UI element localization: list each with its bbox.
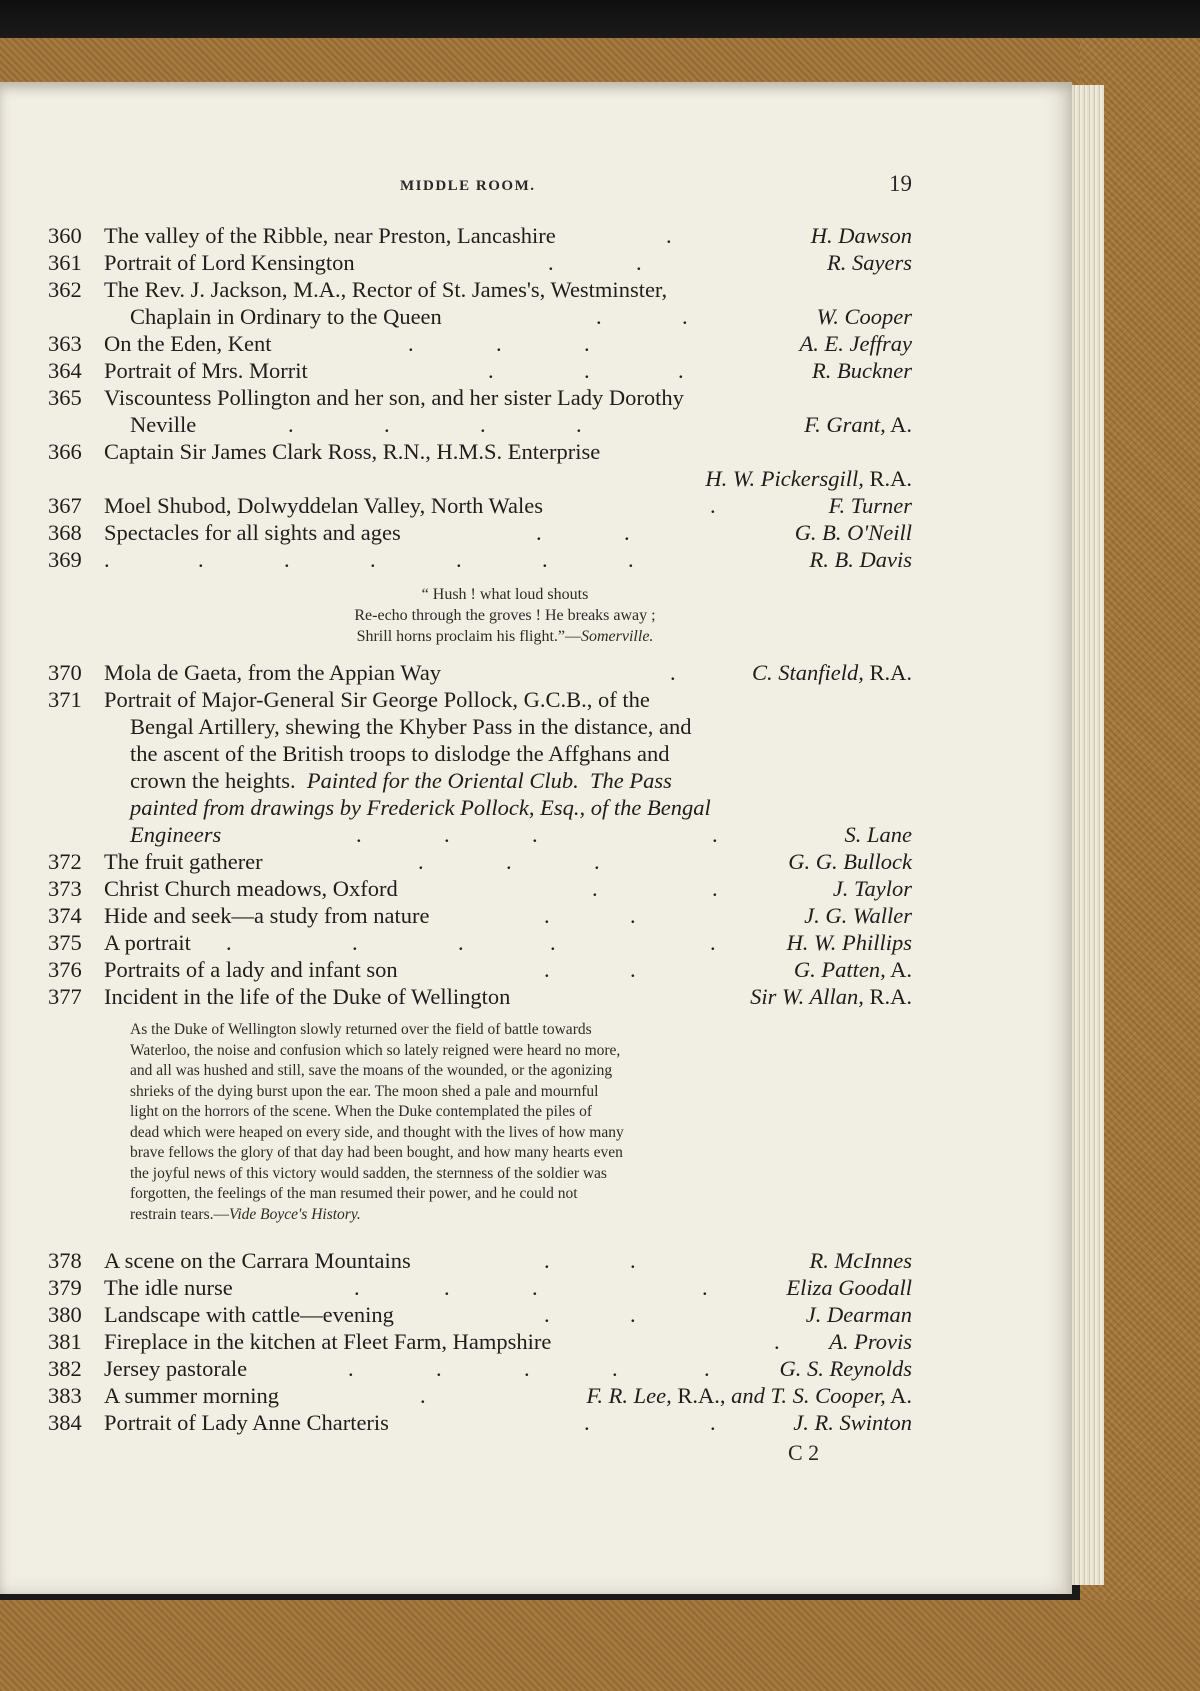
entry-title: Portrait of Mrs. Morrit xyxy=(104,358,308,383)
entry-artist: H. Dawson xyxy=(810,223,912,248)
leader-dots: . xyxy=(352,930,358,955)
entry-title: Hide and seek—a study from nature xyxy=(104,903,430,928)
entry-row xyxy=(48,1274,912,1301)
entry-artist: Sir W. Allan, R.A. xyxy=(750,984,912,1009)
entry-number: 380 xyxy=(48,1302,82,1327)
leader-dots: . xyxy=(712,822,718,847)
leader-dots: . xyxy=(592,876,598,901)
leader-dots: . xyxy=(284,547,290,572)
leader-dots: . xyxy=(594,849,600,874)
leader-dots: . xyxy=(104,547,110,572)
entry-row xyxy=(48,1247,912,1274)
leader-dots: . xyxy=(544,1248,550,1273)
leader-dots: . xyxy=(596,304,602,329)
entry-title: Incident in the life of the Duke of Wellington xyxy=(104,984,511,1009)
leader-dots: . xyxy=(226,930,232,955)
leader-dots: . xyxy=(630,1302,636,1327)
leader-dots: . xyxy=(532,822,538,847)
entry-artist: Eliza Goodall xyxy=(786,1275,912,1300)
entry-row xyxy=(48,1301,912,1328)
entry-title: Mola de Gaeta, from the Appian Way xyxy=(104,660,442,685)
entry-title: Fireplace in the kitchen at Fleet Farm, Hampshire xyxy=(104,1329,552,1354)
leader-dots: . xyxy=(628,547,634,572)
entry-row xyxy=(48,384,912,411)
entry-row xyxy=(48,222,912,249)
leader-dots: . xyxy=(198,547,204,572)
page-number: 19 xyxy=(889,171,912,196)
leader-dots: . xyxy=(544,1302,550,1327)
leader-dots: . xyxy=(774,1329,780,1354)
leader-dots: . xyxy=(354,1275,360,1300)
entry-number: 384 xyxy=(48,1410,82,1435)
entry-artist: S. Lane xyxy=(844,822,912,847)
verse-quote-line: Re-echo through the groves ! He breaks away ; xyxy=(354,607,656,624)
entry-artist: W. Cooper xyxy=(816,304,912,329)
entry-title-continuation: Chaplain in Ordinary to the Queen xyxy=(130,304,442,329)
verse-quote-line: “ Hush ! what loud shouts xyxy=(421,586,589,603)
leader-dots: . xyxy=(458,930,464,955)
entry-title: Portrait of Major-General Sir George Pollock, G.C.B., of the xyxy=(104,687,650,712)
entry-number: 370 xyxy=(48,660,82,685)
entry-title: Landscape with cattle—evening xyxy=(104,1302,394,1327)
leader-dots: . xyxy=(576,412,582,437)
entry-row xyxy=(48,659,912,686)
entry-number: 376 xyxy=(48,957,82,982)
entry-row xyxy=(48,983,912,1010)
entry-number: 379 xyxy=(48,1275,82,1300)
entry-number: 373 xyxy=(48,876,82,901)
leader-dots: . xyxy=(356,822,362,847)
leader-dots: . xyxy=(444,822,450,847)
entry-title: A portrait xyxy=(104,930,191,955)
entry-title-continuation: Neville xyxy=(130,412,197,437)
leader-dots: . xyxy=(624,520,630,545)
entry-artist: J. Dearman xyxy=(805,1302,912,1327)
entry-title: Jersey pastorale xyxy=(104,1356,248,1381)
entry-row xyxy=(48,492,912,519)
entry-title: The valley of the Ribble, near Preston, Lancashire xyxy=(104,223,556,248)
entry-number: 378 xyxy=(48,1248,82,1273)
leader-dots: . xyxy=(630,1248,636,1273)
entry-row xyxy=(48,956,912,983)
entry-row xyxy=(48,686,912,713)
entry-row-continuation xyxy=(48,767,912,794)
leader-dots: . xyxy=(408,331,414,356)
entry-artist: G. S. Reynolds xyxy=(779,1356,912,1381)
leader-dots: . xyxy=(704,1356,710,1381)
book-cover-bottom xyxy=(0,1600,1200,1691)
leader-dots: . xyxy=(636,250,642,275)
entry-artist: R. B. Davis xyxy=(809,547,912,572)
entry-title: Spectacles for all sights and ages xyxy=(104,520,401,545)
entry-row xyxy=(48,330,912,357)
entry-artist: C. Stanfield, R.A. xyxy=(751,660,912,685)
leader-dots: . xyxy=(630,903,636,928)
leader-dots: . xyxy=(536,520,542,545)
entry-artist: R. McInnes xyxy=(809,1248,912,1273)
entry-number: 362 xyxy=(48,277,82,302)
entry-title: Moel Shubod, Dolwyddelan Valley, North Wales xyxy=(104,493,543,518)
entry-title: A summer morning xyxy=(104,1383,279,1408)
entry-row xyxy=(48,1355,912,1382)
entry-number: 365 xyxy=(48,385,82,410)
leader-dots: . xyxy=(456,547,462,572)
entry-row-continuation xyxy=(48,303,912,330)
leader-dots: . xyxy=(370,547,376,572)
entry-row xyxy=(48,438,912,465)
entry-row xyxy=(48,276,912,303)
leader-dots: . xyxy=(488,358,494,383)
entry-row-continuation xyxy=(48,740,912,767)
leader-dots: . xyxy=(630,957,636,982)
entry-artist: J. R. Swinton xyxy=(793,1410,912,1435)
entry-artist: J. G. Waller xyxy=(804,903,912,928)
entry-title: Viscountess Pollington and her son, and her sister Lady Dorothy xyxy=(104,385,684,410)
leader-dots: . xyxy=(524,1356,530,1381)
entry-title: The fruit gatherer xyxy=(104,849,263,874)
entry-row xyxy=(48,546,912,573)
leader-dots: . xyxy=(612,1356,618,1381)
entry-artist: H. W. Phillips xyxy=(786,930,912,955)
entry-row xyxy=(48,1328,912,1355)
entry-title: Portraits of a lady and infant son xyxy=(104,957,398,982)
leader-dots: . xyxy=(444,1275,450,1300)
leader-dots: . xyxy=(418,849,424,874)
entry-number: 367 xyxy=(48,493,82,518)
entry-title-continuation: Engineers xyxy=(130,822,222,847)
entry-artist: G. Patten, A. xyxy=(793,957,912,982)
entry-number: 375 xyxy=(48,930,82,955)
entry-row xyxy=(48,1409,912,1436)
entry-number: 366 xyxy=(48,439,82,464)
entry-title: A scene on the Carrara Mountains xyxy=(104,1248,411,1273)
entry-row-continuation xyxy=(48,821,912,848)
leader-dots: . xyxy=(584,331,590,356)
entry-artist: G. G. Bullock xyxy=(788,849,912,874)
entry-number: 361 xyxy=(48,250,82,275)
entry-artist: A. Provis xyxy=(829,1329,912,1354)
entry-artist: A. E. Jeffray xyxy=(799,331,912,356)
leader-dots: . xyxy=(666,223,672,248)
leader-dots: . xyxy=(288,412,294,437)
entry-row xyxy=(48,1382,912,1409)
entry-row xyxy=(48,519,912,546)
entry-title: Christ Church meadows, Oxford xyxy=(104,876,398,901)
leader-dots: . xyxy=(420,1383,426,1408)
leader-dots: . xyxy=(678,358,684,383)
entry-title: Portrait of Lady Anne Charteris xyxy=(104,1410,389,1435)
leader-dots: . xyxy=(682,304,688,329)
leader-dots: . xyxy=(348,1356,354,1381)
entry-artist: F. R. Lee, R.A., and T. S. Cooper, A. xyxy=(586,1383,912,1408)
entry-artist: H. W. Pickersgill, R.A. xyxy=(705,466,912,491)
printer-signature: C 2 xyxy=(788,1440,820,1465)
leader-dots: . xyxy=(542,547,548,572)
entry-artist: F. Turner xyxy=(828,493,912,518)
entry-number: 369 xyxy=(48,547,82,572)
entry-number: 383 xyxy=(48,1383,82,1408)
entry-title: The idle nurse xyxy=(104,1275,233,1300)
entry-title-continuation: the ascent of the British troops to dislodge the Affghans and xyxy=(130,741,670,766)
entry-artist: G. B. O'Neill xyxy=(794,520,912,545)
leader-dots: . xyxy=(436,1356,442,1381)
entry-number: 382 xyxy=(48,1356,82,1381)
entry-artist: F. Grant, A. xyxy=(804,412,912,437)
entry-artist: R. Sayers xyxy=(827,250,912,275)
leader-dots: . xyxy=(702,1275,708,1300)
entry-title-continuation: painted from drawings by Frederick Pollock, Esq., of the Bengal xyxy=(130,795,711,820)
entry-title: Captain Sir James Clark Ross, R.N., H.M.S. Enterprise xyxy=(104,439,601,464)
entry-title: On the Eden, Kent xyxy=(104,331,272,356)
historical-note: As the Duke of Wellington slowly returned over the field of battle towards Waterloo, the noise and confusion which so lately reigned were heard no more, and all was hushed and still, save the moans of the wounded, or the agonizing shrieks of the dying burst upon the ear. The moon shed a pale and mournful light on the horrors of the scene. When the Duke contemplated the piles of dead which were heaped on every side, and thought with the lives of how many brave fellows the glory of that day had been bought, and how many hearts even the joyful news of this victory would sadden, the sternness of the soldier was forgotten, the feelings of the man resumed their power, and he could not restrain tears.—Vide Boyce's History. xyxy=(130,1021,624,1223)
leader-dots: . xyxy=(712,876,718,901)
entry-title: Portrait of Lord Kensington xyxy=(104,250,355,275)
entry-row xyxy=(48,848,912,875)
leader-dots: . xyxy=(532,1275,538,1300)
entry-number: 364 xyxy=(48,358,82,383)
running-head: MIDDLE ROOM. xyxy=(400,178,536,194)
entry-title-continuation: crown the heights. Painted for the Oriental Club. The Pass xyxy=(130,768,672,793)
entry-number: 372 xyxy=(48,849,82,874)
entry-row-continuation xyxy=(48,794,912,821)
leader-dots: . xyxy=(384,412,390,437)
leader-dots: . xyxy=(548,250,554,275)
leader-dots: . xyxy=(496,331,502,356)
leader-dots: . xyxy=(710,1410,716,1435)
leader-dots: . xyxy=(544,903,550,928)
leader-dots: . xyxy=(550,930,556,955)
entry-number: 374 xyxy=(48,903,82,928)
leader-dots: . xyxy=(480,412,486,437)
entry-number: 381 xyxy=(48,1329,82,1354)
entry-title-continuation: Bengal Artillery, shewing the Khyber Pass in the distance, and xyxy=(130,714,692,739)
entry-row xyxy=(48,249,912,276)
entry-number: 360 xyxy=(48,223,82,248)
entry-number: 368 xyxy=(48,520,82,545)
leader-dots: . xyxy=(506,849,512,874)
entry-number: 363 xyxy=(48,331,82,356)
entry-row-continuation xyxy=(48,713,912,740)
entry-row-continuation xyxy=(48,411,912,438)
entry-number: 377 xyxy=(48,984,82,1009)
verse-quote-line: Shrill horns proclaim his flight.”—Somerville. xyxy=(356,628,654,645)
entry-row xyxy=(48,902,912,929)
entry-artist: R. Buckner xyxy=(812,358,912,383)
entry-row xyxy=(48,875,912,902)
leader-dots: . xyxy=(544,957,550,982)
leader-dots: . xyxy=(584,1410,590,1435)
entry-number: 371 xyxy=(48,687,82,712)
entry-artist: J. Taylor xyxy=(832,876,912,901)
entry-row-continuation xyxy=(48,465,912,492)
leader-dots: . xyxy=(584,358,590,383)
leader-dots: . xyxy=(670,660,676,685)
entry-title: The Rev. J. Jackson, M.A., Rector of St. James's, Westminster, xyxy=(104,277,668,302)
entry-row xyxy=(48,929,912,956)
leader-dots: . xyxy=(710,493,716,518)
entry-row xyxy=(48,357,912,384)
leader-dots: . xyxy=(710,930,716,955)
